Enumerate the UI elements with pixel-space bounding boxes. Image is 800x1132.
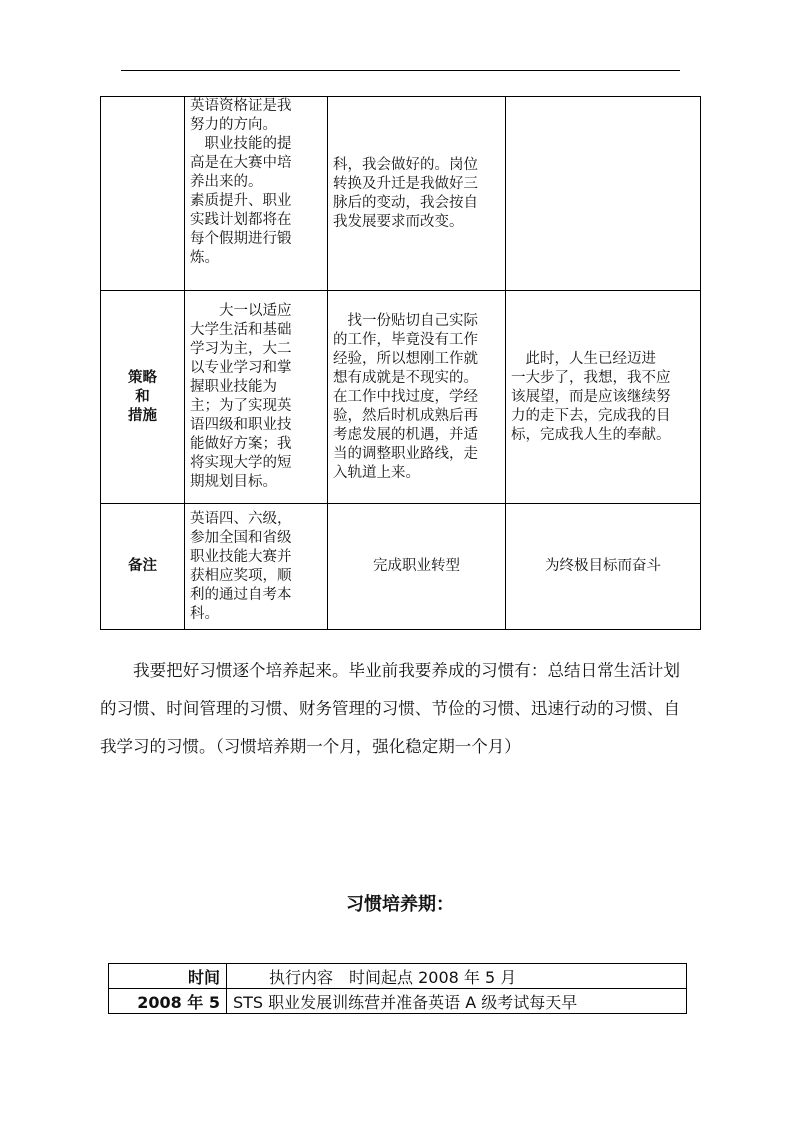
cell-line: 养出来的。 <box>190 174 263 190</box>
cell-line: 实践计划都将在 <box>190 212 292 228</box>
cell-r2-c1 <box>185 291 328 504</box>
table-row <box>101 504 701 630</box>
cell-line: 经验，所以想刚工作就 <box>333 350 478 367</box>
cell-line: 转换及升迁是我做好三 <box>333 175 478 192</box>
cell-line: 利的通过自考本 <box>190 586 292 603</box>
paragraph-text: 我要把好习惯逐个培养起来。毕业前我要养成的习惯有：总结日常生活计划的习惯、时间管理的习惯、财务管理的习惯、节俭的习惯、迅速行动的习惯、自我学习的习惯。（习惯培养期一个月，强化稳定期一个月） <box>100 661 680 756</box>
cell-line: 脉后的变动，我会按自 <box>333 194 478 211</box>
cell-line: 的工作，毕竟没有工作 <box>333 331 478 348</box>
cell-line: 主；为了实现英 <box>190 398 292 414</box>
cell-r2-c3 <box>506 291 701 504</box>
cell-line: 大学生活和基础 <box>190 322 292 338</box>
cell-date: 2008 年 5 <box>109 989 227 1014</box>
cell-line: 当的调整职业路线，走 <box>333 445 478 462</box>
cell-line: 力的走下去，完成我的目 <box>511 407 671 424</box>
cell-r1-c3 <box>506 97 701 291</box>
cell-line: 科。 <box>190 605 219 622</box>
cell-line: 措施 <box>128 407 157 424</box>
habit-table <box>108 963 687 1014</box>
header-content: 执行内容 时间起点 2008 年 5 月 <box>227 964 687 989</box>
cell-line: 将实现大学的短 <box>190 455 292 471</box>
cell-r3-c3 <box>506 504 701 630</box>
table-row <box>101 291 701 504</box>
section-heading: 习惯培养期： <box>346 894 454 915</box>
cell-line: 验，然后时机成熟后再 <box>333 407 478 424</box>
table-header-row <box>109 964 687 989</box>
cell-line: 素质提升、职业 <box>190 193 292 209</box>
cell-line: 科，我会做好的。岗位 <box>333 156 478 173</box>
plan-table <box>100 96 701 630</box>
cell-line: 英语资格证是我 <box>190 98 292 114</box>
row-label-notes <box>101 504 185 630</box>
cell-line: 能做好方案；我 <box>190 436 292 452</box>
cell-line: 每个假期进行锻 <box>190 231 292 247</box>
cell-line: 参加全国和省级 <box>190 529 292 546</box>
cell-line: 以专业学习和掌 <box>190 360 292 376</box>
cell-line: 标，完成我人生的奉献。 <box>511 426 671 443</box>
table-row <box>109 989 687 1014</box>
cell-line: 策略 <box>128 369 157 386</box>
cell-line: 职业技能的提 <box>190 136 292 152</box>
cell-r3-c2 <box>328 504 506 630</box>
cell-line: 该展望，而是应该继续努 <box>511 388 671 405</box>
cell-line: 在工作中找过度，学经 <box>333 388 478 405</box>
header-time: 时间 <box>109 964 227 989</box>
habit-paragraph <box>100 652 680 766</box>
cell-line: 找一份贴切自己实际 <box>333 312 478 329</box>
cell-line: 完成职业转型 <box>373 558 460 574</box>
cell-line: 我发展要求而改变。 <box>333 213 464 230</box>
cell-line: 考虑发展的机遇，并适 <box>333 426 478 443</box>
cell-line: 期规划目标。 <box>190 474 277 490</box>
cell-line: 和 <box>135 388 150 405</box>
cell-line: 获相应奖项，顺 <box>190 567 292 584</box>
cell-line: 为终极目标而奋斗 <box>545 558 661 574</box>
cell-line: 此时，人生已经迈进 <box>511 350 656 367</box>
cell-r1-c2 <box>328 97 506 291</box>
cell-line: 学习为主，大二 <box>190 341 292 357</box>
cell-content: STS 职业发展训练营并准备英语 A 级考试每天早 <box>227 989 687 1014</box>
table-row <box>101 97 701 291</box>
cell-line: 职业技能大赛并 <box>190 548 292 565</box>
cell-line: 握职业技能为 <box>190 379 277 395</box>
cell-line: 大一以适应 <box>190 303 292 319</box>
cell-line: 努力的方向。 <box>190 117 277 133</box>
cell-line: 英语四、六级， <box>190 510 292 527</box>
cell-line: 语四级和职业技 <box>190 417 292 433</box>
cell-r2-c2 <box>328 291 506 504</box>
header-rule <box>121 70 680 71</box>
row-label-empty <box>101 97 185 291</box>
cell-line: 一大步了，我想，我不应 <box>511 369 671 386</box>
cell-line: 想有成就是不现实的。 <box>333 369 478 386</box>
cell-r1-c1 <box>185 97 328 291</box>
cell-line: 入轨道上来。 <box>333 464 420 481</box>
cell-line: 备注 <box>128 558 157 574</box>
row-label-strategy <box>101 291 185 504</box>
cell-line: 炼。 <box>190 250 219 266</box>
cell-line: 高是在大赛中培 <box>190 155 292 171</box>
cell-r3-c1 <box>185 504 328 630</box>
